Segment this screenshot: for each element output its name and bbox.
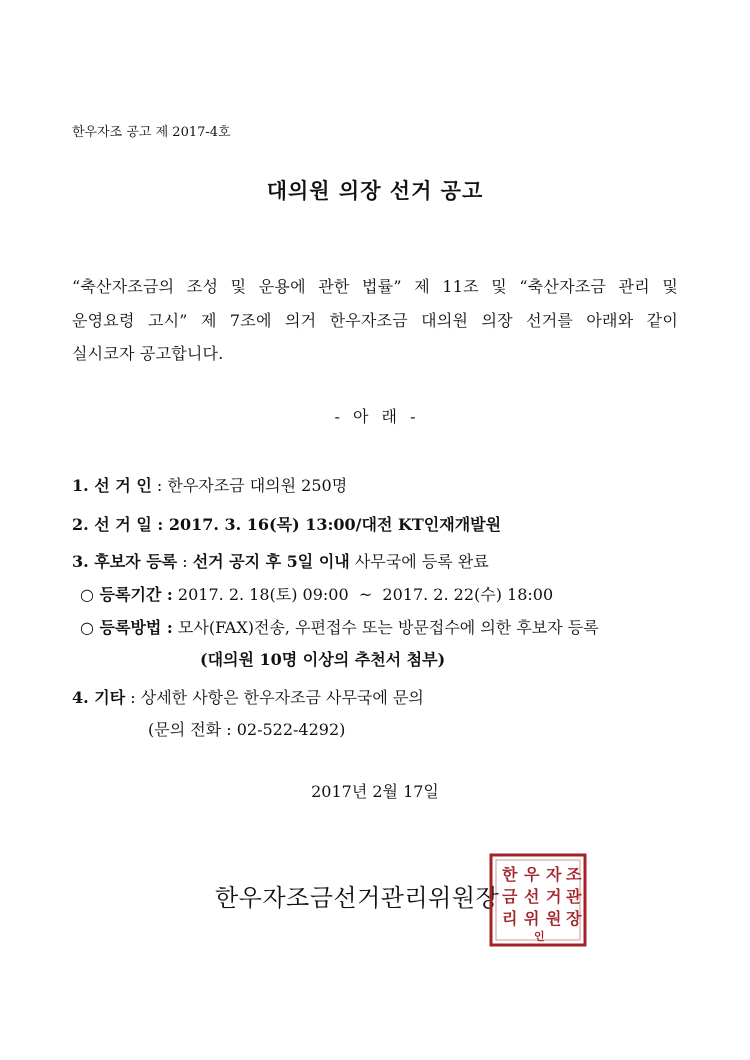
- item-date: 2. 선 거 일 : 2017. 3. 16(목) 13:00/대전 KT인재개발원: [72, 515, 502, 534]
- item-registration-rest: 사무국에 등록 완료: [349, 552, 489, 571]
- registration-period-value: 2017. 2. 18(토) 09:00 ~ 2017. 2. 22(수) 18:00: [172, 585, 554, 604]
- svg-text:리: 리: [502, 909, 518, 928]
- item-voters-value: 한우자조금 대의원 250명: [167, 476, 348, 495]
- item-etc-label: 4. 기타: [72, 688, 126, 707]
- registration-method-note: (대의원 10명 이상의 추천서 첨부): [200, 650, 446, 669]
- intro-line-2: 운영요령 고시” 제 7조에 의거 한우자조금 대의원 의장 선거를 아래와 같이: [72, 311, 678, 330]
- registration-method-value: 모사(FAX)전송, 우편접수 또는 방문접수에 의한 후보자 등록: [172, 618, 599, 637]
- svg-text:거: 거: [546, 887, 562, 906]
- svg-text:우: 우: [524, 865, 540, 884]
- svg-text:위: 위: [524, 909, 540, 928]
- item-registration: [72, 549, 489, 572]
- item-voters-label: 1. 선 거 인: [72, 476, 152, 495]
- official-seal-stamp: [488, 852, 588, 948]
- are-heading: - 아 래 -: [334, 407, 416, 426]
- item-etc-sep: :: [125, 688, 141, 707]
- registration-period: [80, 582, 553, 605]
- item-registration-sep: :: [177, 552, 193, 571]
- notice-number: 한우자조 공고 제 2017-4호: [72, 125, 231, 140]
- svg-text:한: 한: [502, 865, 518, 884]
- document-date: 2017년 2월 17일: [311, 782, 439, 801]
- registration-method-label: ○ 등록방법 :: [80, 618, 173, 637]
- svg-text:선: 선: [524, 887, 540, 906]
- seal-lettering: [501, 865, 582, 943]
- page-title: 대의원 의장 선거 공고: [266, 178, 484, 203]
- svg-text:자: 자: [546, 865, 562, 884]
- item-voters-sep: :: [151, 476, 168, 495]
- intro-line-3: 실시코자 공고합니다.: [72, 344, 224, 363]
- registration-method: [80, 615, 599, 638]
- item-etc: [72, 685, 424, 708]
- svg-text:장: 장: [566, 909, 582, 928]
- item-registration-deadline: 선거 공지 후 5일 이내: [192, 552, 350, 571]
- svg-text:인: 인: [534, 930, 545, 943]
- svg-text:조: 조: [566, 865, 582, 884]
- intro-line-1: “축산자조금의 조성 및 운용에 관한 법률” 제 11조 및 “축산자조금 관리 및: [72, 277, 678, 296]
- item-registration-label: 3. 후보자 등록: [72, 552, 178, 571]
- registration-period-label: ○ 등록기간 :: [80, 585, 173, 604]
- svg-text:관: 관: [566, 887, 582, 906]
- signature-title: 한우자조금선거관리위원장: [215, 884, 500, 912]
- item-etc-value: 상세한 사항은 한우자조금 사무국에 문의: [140, 688, 424, 707]
- contact-phone: (문의 전화 : 02-522-4292): [148, 720, 346, 739]
- item-voters: [72, 473, 347, 496]
- svg-text:금: 금: [502, 887, 518, 906]
- svg-text:원: 원: [546, 909, 562, 928]
